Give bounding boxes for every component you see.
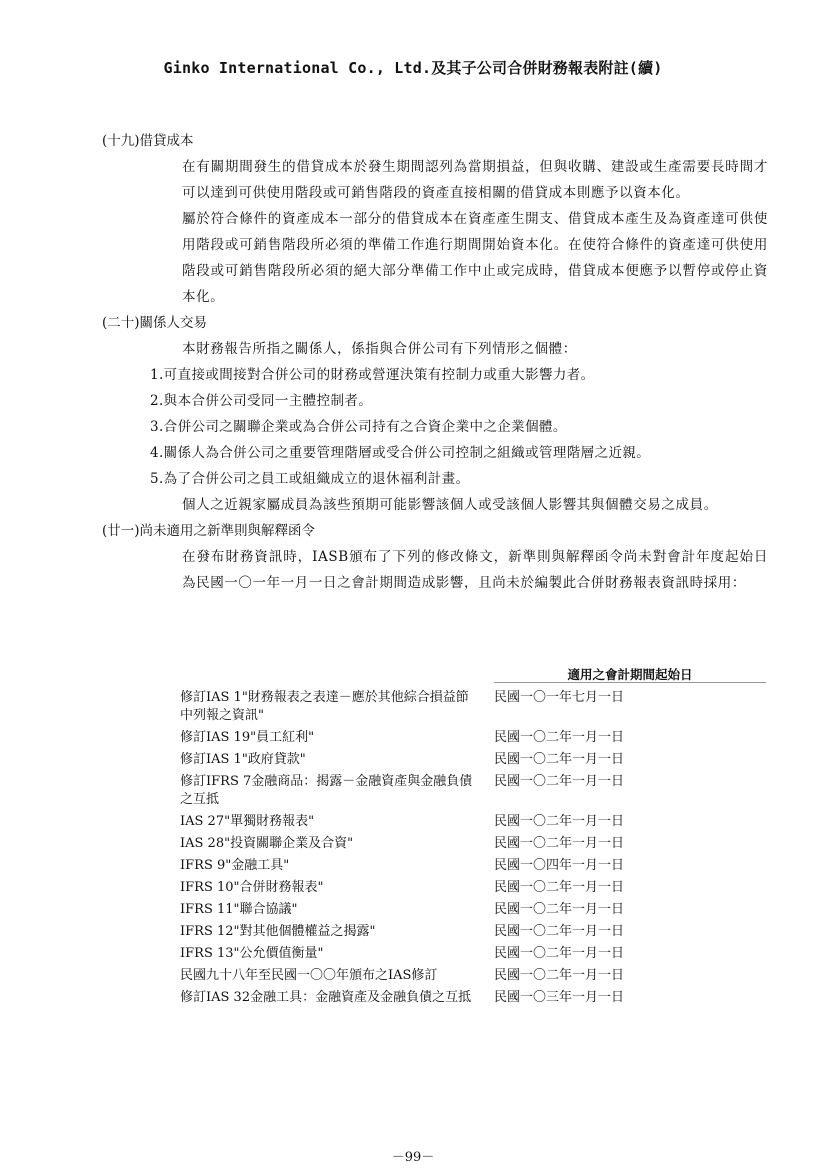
standard-name: 修訂IFRS 7金融商品：揭露－金融資產與金融負債之互抵 xyxy=(180,774,473,807)
paragraph: 在有關期間發生的借貸成本於發生期間認列為當期損益，但與收購、建設或生產需要長時間才可以達到可供使用階段或可銷售階段的資產直接相關的借貸成本則應予以資本化。 xyxy=(182,159,768,201)
column-header-effective-date: 適用之會計期間起始日 xyxy=(567,667,693,682)
page-header-title: Ginko International Co., Ltd.及其子公司合併財務報表附註(續) xyxy=(163,59,663,77)
header-underline xyxy=(494,682,766,683)
standard-name: 修訂IAS 1"財務報表之表達－應於其他綜合損益節中列報之資訊" xyxy=(180,690,469,723)
effective-date: 民國一〇二年一月一日 xyxy=(494,902,625,917)
list-item: 2.與本合併公司受同一主體控制者。 xyxy=(150,393,373,409)
standard-name: IFRS 13"公允價值衡量" xyxy=(180,946,324,961)
page-number: －99－ xyxy=(391,1150,435,1165)
table-header xyxy=(180,663,770,683)
effective-date: 民國一〇二年一月一日 xyxy=(494,924,625,939)
table-row xyxy=(180,813,770,831)
standard-name: IFRS 10"合併財務報表" xyxy=(180,880,324,895)
table-row xyxy=(180,967,770,985)
list-item: 1.可直接或間接對合併公司的財務或營運決策有控制力或重大影響力者。 xyxy=(150,367,595,383)
effective-date: 民國一〇二年一月一日 xyxy=(494,774,625,789)
table-row xyxy=(180,773,770,809)
standard-name: IFRS 9"金融工具" xyxy=(180,858,290,873)
table-row xyxy=(180,945,770,963)
effective-date: 民國一〇二年一月一日 xyxy=(494,836,625,851)
table-row xyxy=(180,901,770,919)
section-heading-related-party: (二十)關係人交易 xyxy=(102,315,208,331)
table-row xyxy=(180,923,770,941)
effective-date: 民國一〇二年一月一日 xyxy=(494,946,625,961)
standard-name: 修訂IAS 1"政府貸款" xyxy=(180,752,306,767)
standard-name: IFRS 11"聯合協議" xyxy=(180,902,298,917)
section-heading-new-standards: (廿一)尚未適用之新準則與解釋函令 xyxy=(102,523,316,539)
notes-content xyxy=(102,128,768,596)
paragraph: 個人之近親家屬成員為該些預期可能影響該個人或受該個人影響其與個體交易之成員。 xyxy=(182,497,718,513)
list-item: 5.為了合併公司之員工或組織成立的退休福利計畫。 xyxy=(150,471,470,487)
standards-table xyxy=(180,663,770,1007)
table-row xyxy=(180,857,770,875)
list-item: 4.關係人為合併公司之重要管理階層或受合併公司控制之組織或管理階層之近親。 xyxy=(150,445,651,461)
table-row xyxy=(180,989,770,1007)
standard-name: IFRS 12"對其他個體權益之揭露" xyxy=(180,924,376,939)
paragraph: 在發布財務資訊時，IASB頒布了下列的修改條文，新準則與解釋函令尚未對會計年度起始日為民國一〇一年一月一日之會計期間造成影響，且尚未於編製此合併財務報表資訊時採用： xyxy=(182,549,768,591)
paragraph: 本財務報告所指之關係人，係指與合併公司有下列情形之個體： xyxy=(182,341,577,357)
table-row xyxy=(180,689,770,725)
standard-name: IAS 28"投資關聯企業及合資" xyxy=(180,836,354,851)
effective-date: 民國一〇二年一月一日 xyxy=(494,814,625,829)
table-row xyxy=(180,751,770,769)
effective-date: 民國一〇二年一月一日 xyxy=(494,730,625,745)
table-row xyxy=(180,879,770,897)
effective-date: 民國一〇二年一月一日 xyxy=(494,752,625,767)
standard-name: 修訂IAS 19"員工紅利" xyxy=(180,730,315,745)
effective-date: 民國一〇二年一月一日 xyxy=(494,968,625,983)
table-row xyxy=(180,729,770,747)
standard-name: 民國九十八年至民國一〇〇年頒布之IAS修訂 xyxy=(180,968,438,983)
table-body xyxy=(180,689,770,1007)
effective-date: 民國一〇四年一月一日 xyxy=(494,858,625,873)
paragraph: 屬於符合條件的資產成本一部分的借貸成本在資產產生開支、借貸成本產生及為資產達可供使用階段或可銷售階段所必須的準備工作進行期間開始資本化。在使符合條件的資產達可供使用階段或可銷售階段所必須的絕大部分準備工作中止或完成時，借貸成本便應予以暫停或停止資本化。 xyxy=(182,211,768,305)
effective-date: 民國一〇二年一月一日 xyxy=(494,880,625,895)
section-heading-borrowing-costs: (十九)借貸成本 xyxy=(102,133,194,149)
table-row xyxy=(180,835,770,853)
standard-name: 修訂IAS 32金融工具：金融資產及金融負債之互抵 xyxy=(180,990,472,1005)
effective-date: 民國一〇三年一月一日 xyxy=(494,990,625,1005)
list-item: 3.合併公司之關聯企業或為合併公司持有之合資企業中之企業個體。 xyxy=(150,419,567,435)
effective-date: 民國一〇一年七月一日 xyxy=(494,690,625,705)
standard-name: IAS 27"單獨財務報表" xyxy=(180,814,315,829)
